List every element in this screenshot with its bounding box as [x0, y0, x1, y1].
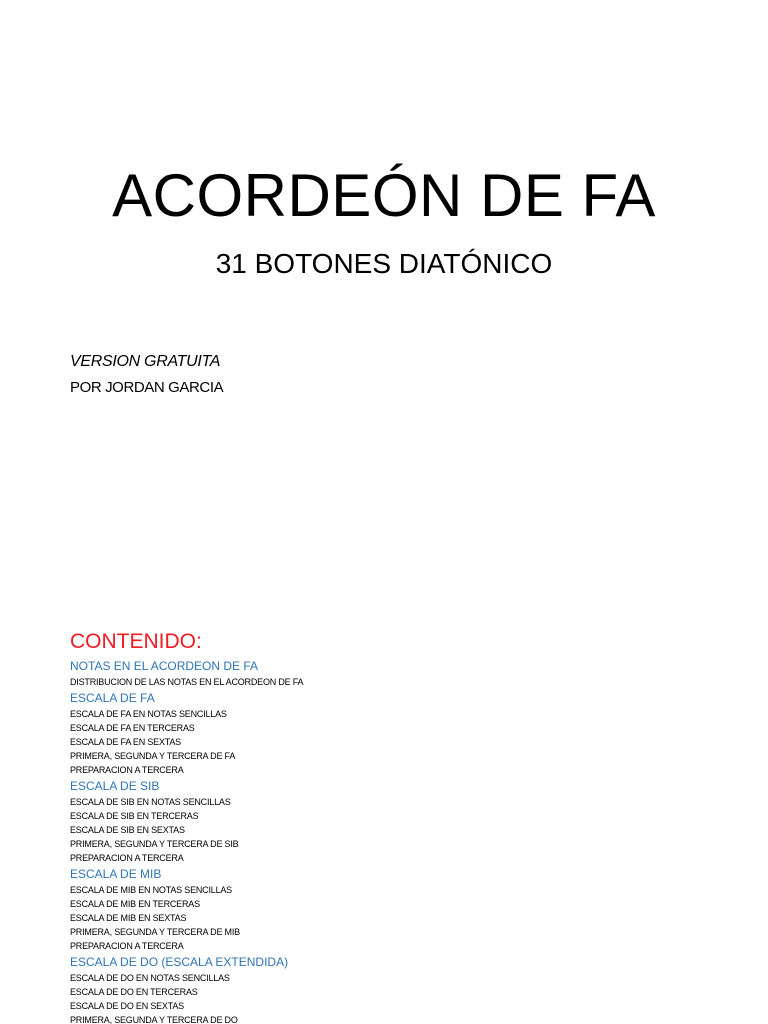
version-label: VERSION GRATUITA — [70, 353, 221, 370]
toc-item[interactable]: ESCALA DE SIB EN SEXTAS — [70, 825, 185, 835]
toc-item[interactable]: ESCALA DE DO EN NOTAS SENCILLAS — [70, 973, 230, 983]
toc-item[interactable]: ESCALA DE FA EN SEXTAS — [70, 737, 181, 747]
toc-sections — [70, 658, 710, 1024]
toc-section — [70, 866, 710, 953]
toc-item[interactable]: ESCALA DE FA EN TERCERAS — [70, 723, 195, 733]
toc-item[interactable]: PRIMERA, SEGUNDA Y TERCERA DE DO — [70, 1015, 238, 1024]
toc-item[interactable]: ESCALA DE DO EN SEXTAS — [70, 1001, 184, 1011]
toc-section — [70, 658, 710, 689]
toc-item[interactable]: PREPARACION A TERCERA — [70, 853, 184, 863]
toc-item[interactable]: PRIMERA, SEGUNDA Y TERCERA DE SIB — [70, 839, 239, 849]
toc-heading: CONTENIDO: — [70, 630, 202, 653]
toc-item[interactable]: DISTRIBUCION DE LAS NOTAS EN EL ACORDEON DE FA — [70, 677, 304, 687]
toc-section — [70, 778, 710, 865]
toc-item[interactable]: PREPARACION A TERCERA — [70, 941, 184, 951]
toc-item[interactable]: PRIMERA, SEGUNDA Y TERCERA DE MIB — [70, 927, 240, 937]
toc-item[interactable]: PRIMERA, SEGUNDA Y TERCERA DE FA — [70, 751, 236, 761]
toc-item[interactable]: ESCALA DE MIB EN NOTAS SENCILLAS — [70, 885, 232, 895]
table-of-contents — [70, 628, 710, 1024]
author-label: POR JORDAN GARCIA — [70, 379, 224, 396]
toc-item[interactable]: ESCALA DE MIB EN SEXTAS — [70, 913, 187, 923]
toc-section-title[interactable]: ESCALA DE DO (ESCALA EXTENDIDA) — [70, 955, 289, 969]
toc-item[interactable]: ESCALA DE SIB EN TERCERAS — [70, 811, 199, 821]
toc-section — [70, 954, 710, 1024]
document-title: ACORDEÓN DE FA — [112, 162, 656, 229]
toc-section — [70, 690, 710, 777]
toc-section-title[interactable]: ESCALA DE SIB — [70, 779, 160, 793]
toc-item[interactable]: ESCALA DE MIB EN TERCERAS — [70, 899, 200, 909]
toc-item[interactable]: ESCALA DE DO EN TERCERAS — [70, 987, 198, 997]
document-subtitle: 31 BOTONES DIATÓNICO — [215, 248, 553, 279]
toc-section-title[interactable]: ESCALA DE MIB — [70, 867, 162, 881]
toc-section-title[interactable]: ESCALA DE FA — [70, 691, 155, 705]
toc-item[interactable]: ESCALA DE SIB EN NOTAS SENCILLAS — [70, 797, 231, 807]
toc-item[interactable]: PREPARACION A TERCERA — [70, 765, 184, 775]
toc-section-title[interactable]: NOTAS EN EL ACORDEON DE FA — [70, 659, 259, 673]
toc-item[interactable]: ESCALA DE FA EN NOTAS SENCILLAS — [70, 709, 227, 719]
